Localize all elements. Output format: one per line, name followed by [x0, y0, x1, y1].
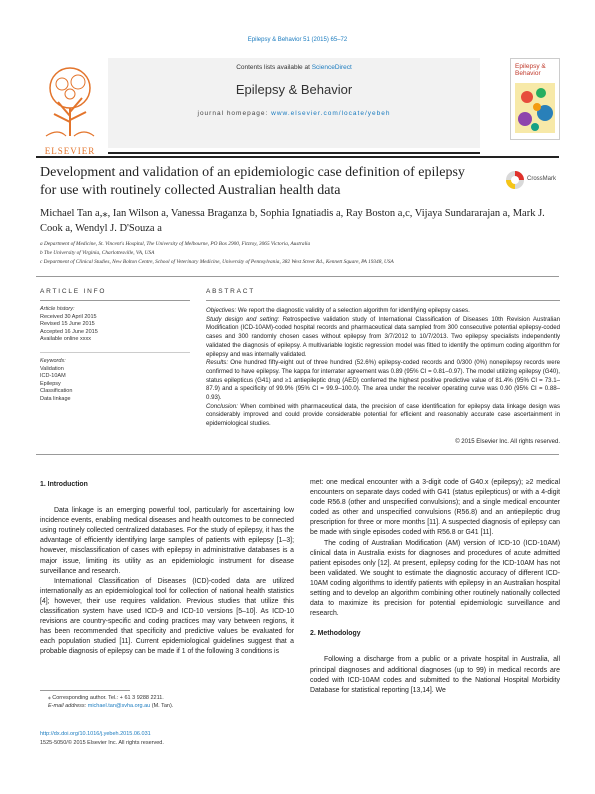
objectives-text: We report the diagnostic validity of a selection algorithm for identifying epilepsy cases. [236, 307, 470, 314]
journal-header-box [108, 58, 480, 148]
contents-line [108, 64, 480, 71]
affiliation-b: b The University of Virginia, Charlottesville, VA, USA [40, 250, 155, 256]
body-paragraph: met: one medical encounter with a 3-digit code of G40.x (epilepsy); ≥2 medical encounters on separate days coded with G41 (status epilepticus) or with a 4-digit code R56.8 (other and unspecified convulsions); and a single medical encounter coded as other and unspecified convulsions (R56.8) and an antiepileptic drug prescription for three or more months [11]. A suspected diagnosis of epilepsy can be made with single episodes coded with R56.8 or G41 [11]. [310, 479, 560, 537]
homepage-prefix: journal homepage: [197, 110, 272, 117]
intro-heading: 1. Introduction [40, 481, 88, 488]
cover-title: Epilepsy & Behavior [515, 63, 546, 77]
body-paragraph: International Classification of Diseases (ICD)-coded data are utilized internationally as an epidemiological tool for collection of national health statistics [4]; however, their use requires validation. Previous studies that utilize this classification system have used ICD-9 and ICD-10 versions [5–10]. As ICD-10 revisions are country-specific and coding practices may vary between regions, it has been recommended that specificity and predictive values be evaluated for each population studied [11]. Current epidemiological guidelines suggest that a probable diagnosis of epilepsy can be made if 1 of the following 3 conditions is [40, 577, 294, 656]
history-label: Article history: [40, 306, 75, 312]
keyword: Data linkage [40, 395, 71, 402]
contents-prefix: Contents lists available at [236, 64, 312, 71]
homepage-link[interactable]: www.elsevier.com/locate/yebeh [271, 110, 391, 117]
keywords [40, 358, 190, 403]
design-text: Retrospective validation study of International Classification of Diseases 10th Revision Australian Modification (ICD-10AM)-coded hospital records and pharmaceutical data sampled from 300 consecutive potential epilepsy-coded cases and 300 randomly chosen cases without epilepsy from 3/7/2012 to 10/7/2013. Two epilepsy specialists independently validated the diagnosis of epilepsy. A multivariable logistic regression model was fitted to identify the optimum coding algorithm for epilepsy and was internally validated. [206, 315, 560, 358]
history-revised: Revised 15 June 2015 [40, 321, 95, 327]
keywords-rule [40, 352, 190, 353]
body-paragraph: The coding of Australian Modification (AM) version of ICD-10 (ICD-10AM) clinical data in Australia exists for diagnoses and procedures of acute admitted patient episodes only [12]. At present, epilepsy coding for the ICD-10AM has not been validated. We sought to estimate the diagnostic accuracy of different ICD-10AM coding algorithms to identify patients with epilepsy in an Australian hospital setting and to develop an algorithm combining other routinely nationally collected data to maximize its precision for potential epidemiologic surveillance and research. [310, 539, 560, 618]
methods-heading: 2. Methodology [310, 630, 361, 638]
affiliation-a: a Department of Medicine, St. Vincent's Hospital, The University of Melbourne, PO Box 2900, Fitzroy, 3065 Victoria, Australia [40, 241, 311, 247]
results-label: Results: [206, 359, 229, 367]
affiliation-c: c Department of Clinical Studies, New Bolton Centre, School of Veterinary Medicine, University of Pennsylvania, 382 West Street Rd., Kennett Square, PA 19348, USA [40, 259, 394, 265]
keywords-label: Keywords: [40, 358, 66, 364]
body-paragraph: Following a discharge from a public or a private hospital in Australia, all principal diagnoses and additional diagnoses (up to 99) in medical records are coded with ICD-10AM codes and submitted to the National Hospital Morbidity Database for statistical reporting [13,14]. We [310, 656, 560, 694]
keyword: Validation [40, 365, 64, 372]
publisher-name: ELSEVIER [44, 146, 96, 156]
body-paragraph: Data linkage is an emerging powerful tool, particularly for ascertaining low incidence events, enabling medical diseases and health outcomes to be connected using routinely collected centralized databases. For the study of epilepsy, it has the advantage of efficiently identifying large samples of patients with epilepsy [1–3]; however, misclassification of cases with epilepsy in administrative databases is a major issue, limiting its utility as an epidemiologic instrument for disease surveillance and research. [40, 507, 294, 575]
keyword: Epilepsy [40, 380, 61, 387]
email-prefix: E-mail address: [48, 703, 88, 709]
elsevier-logo [36, 58, 104, 158]
article-info-heading: ARTICLE INFO [40, 288, 107, 295]
article-title: Development and validation of an epidemiologic case definition of epilepsy for use with routinely collected Australian health data [40, 165, 465, 198]
journal-title: Epilepsy & Behavior [235, 82, 353, 97]
crossmark-icon [505, 170, 525, 190]
masthead-bottom-rule [36, 156, 559, 158]
doi-link[interactable]: http://dx.doi.org/10.1016/j.yebeh.2015.06.031 [40, 731, 151, 737]
corresponding-author: ⁎ Corresponding author. Tel.: + 61 3 9288 2211. [48, 695, 164, 701]
abstract-copyright: © 2015 Elsevier Inc. All rights reserved. [455, 439, 560, 445]
affiliation-rule [36, 276, 559, 277]
author-list: Michael Tan a,⁎, Ian Wilson a, Vanessa Braganza b, Sophia Ignatiadis a, Ray Boston a,c, Vijaya Sundararajan a, Mark J. Cook a, Wendyl J. D'Souza a [40, 208, 545, 234]
email-line [48, 702, 298, 710]
objectives-label: Objectives: [206, 307, 237, 314]
keyword: ICD-10AM [40, 373, 66, 379]
sciencedirect-link[interactable]: ScienceDirect [311, 64, 352, 71]
body-right-column [310, 478, 560, 696]
history-accepted: Accepted 16 June 2015 [40, 328, 98, 335]
conclusion-label: Conclusion: [206, 402, 238, 410]
history-received: Received 30 April 2015 [40, 313, 97, 320]
journal-reference[interactable]: Epilepsy & Behavior 51 (2015) 65–72 [247, 37, 348, 43]
article-info-rule [40, 300, 190, 301]
body-left-column [40, 480, 294, 658]
conclusion-text: When combined with pharmaceutical data, the precision of case identification for epilepsy data linkage design was considerably improved and could provide considerable potential for efficient and reasonably accurate case ascertainment in epidemiological studies. [206, 402, 560, 428]
abstract-rule [206, 300, 560, 301]
email-link[interactable]: michael.tan@svha.org.au [87, 703, 151, 709]
crossmark-label: CrossMark [527, 176, 557, 182]
footnote-rule [40, 690, 130, 691]
abstract-heading: ABSTRACT [206, 288, 256, 295]
design-label: Study design and setting: [206, 315, 280, 323]
corresponding-footnote [48, 694, 298, 710]
results-text: One hundred fifty-eight out of three hundred (52.6%) epilepsy-coded records and 0/300 (0%) nonepilepsy records were confirmed to have epilepsy. The kappa for interrater agreement was 0.89 (95% CI = 0.81–0.97). The model utilizing epilepsy (G40), status epilepticus (G41) and ≥1 antiepileptic drug (AED) conferred the highest positive predictive value of 81.4% (95% CI = 73.1–87.9) and a specificity of 99.9% (95% CI = 99.9–100.0). The area under the receiver operating curve was 0.90 (95% CI = 0.88–0.93). [206, 359, 560, 402]
journal-cover-image [510, 58, 560, 140]
masthead [36, 58, 559, 162]
keyword: Classification [40, 388, 73, 394]
crossmark-badge[interactable] [505, 170, 555, 190]
abstract-bottom-rule [36, 454, 559, 455]
masthead-rule [108, 152, 480, 154]
issn-line: 1525-5050/© 2015 Elsevier Inc. All rights reserved. [40, 740, 164, 746]
email-suffix: (M. Tan). [150, 703, 174, 709]
history-online: Available online xxxx [40, 336, 91, 342]
homepage-line [108, 110, 480, 117]
abstract-body [206, 307, 560, 429]
article-history [40, 306, 190, 344]
